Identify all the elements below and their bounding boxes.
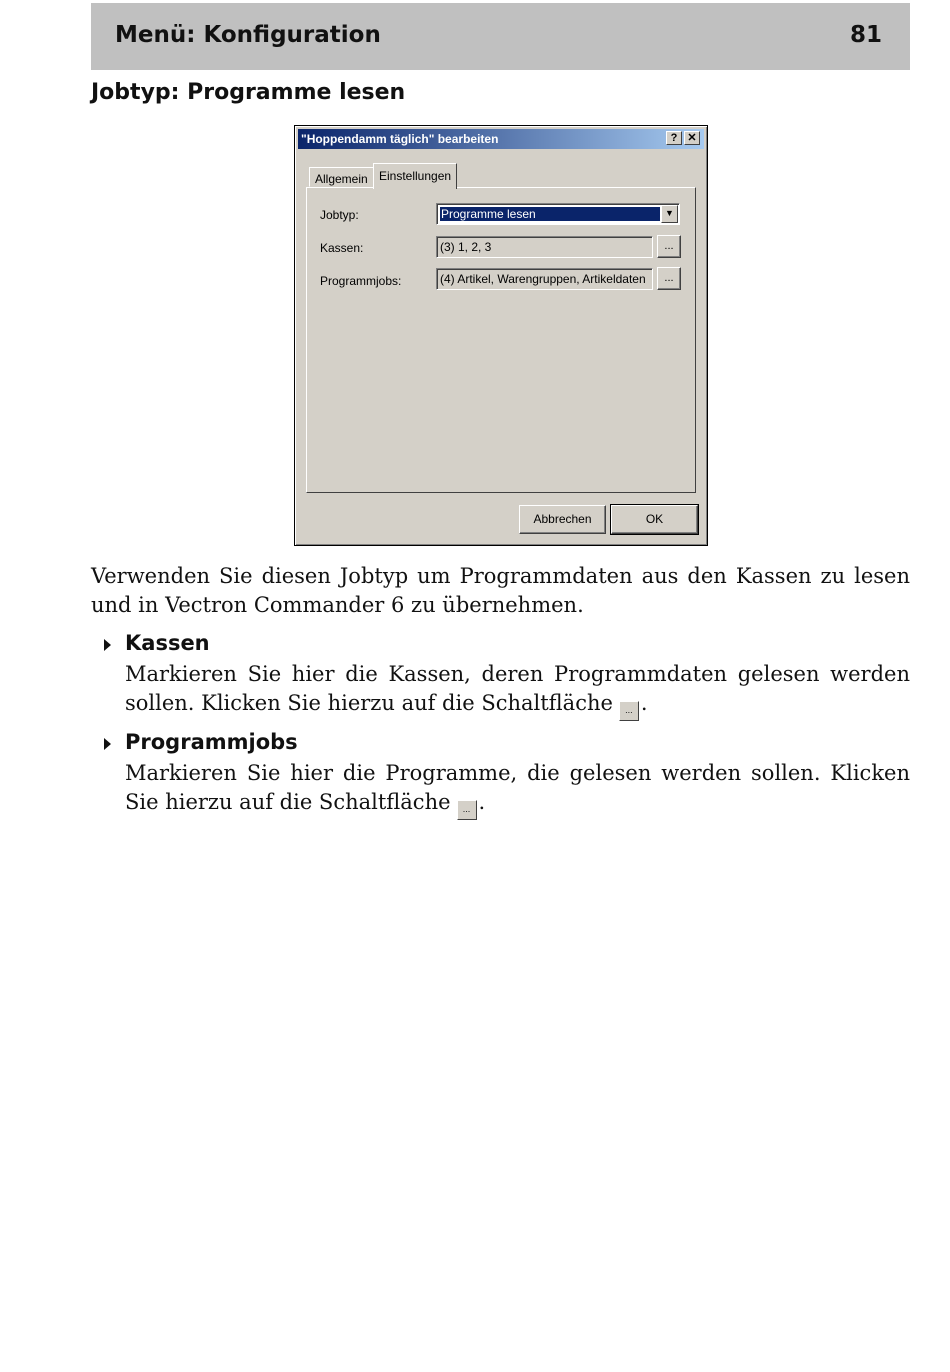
programmjobs-field[interactable]: (4) Artikel, Warengruppen, Artikeldaten <box>436 268 653 290</box>
inline-browse-button: ... <box>457 800 477 820</box>
bullet-text-programmjobs <box>125 759 910 820</box>
help-button[interactable]: ? <box>666 131 682 145</box>
dropdown-arrow-icon[interactable]: ▼ <box>661 205 678 223</box>
jobtyp-label: Jobtyp: <box>320 208 359 222</box>
bullet-text-programmjobs-body: Markieren Sie hier die Programme, die gelesen werden sollen. Klicken Sie hierzu auf die Schaltfläche <box>125 761 910 814</box>
kassen-browse-button[interactable]: ... <box>657 235 681 258</box>
dialog-titlebar[interactable] <box>298 129 704 149</box>
kassen-label: Kassen: <box>320 241 364 255</box>
header-title: Menü: Konfiguration <box>115 22 381 48</box>
bullet-text-kassen-end: . <box>640 691 648 715</box>
programmjobs-browse-button[interactable]: ... <box>657 267 681 290</box>
section-heading: Jobtyp: Programme lesen <box>91 80 406 105</box>
bullet-arrow-icon <box>104 738 111 750</box>
bullet-text-programmjobs-end: . <box>478 790 486 814</box>
intro-paragraph: Verwenden Sie diesen Jobtyp um Programmdaten aus den Kassen zu lesen und in Vectron Commander 6 zu übernehmen. <box>91 564 910 617</box>
page-header <box>91 3 910 70</box>
jobtyp-selected-value: Programme lesen <box>440 207 660 221</box>
inline-browse-button: ... <box>619 701 639 721</box>
edit-job-dialog <box>294 125 708 546</box>
bullet-text-kassen-body: Markieren Sie hier die Kassen, deren Programmdaten gelesen werden sollen. Klicken Sie hierzu auf die Schaltfläche <box>125 662 910 715</box>
tab-einstellungen[interactable]: Einstellungen <box>373 163 457 189</box>
bullet-arrow-icon <box>104 639 111 651</box>
bullet-text-kassen <box>125 660 910 721</box>
programmjobs-label: Programmjobs: <box>320 274 402 288</box>
ok-button[interactable]: OK <box>611 505 698 534</box>
settings-panel <box>306 187 696 493</box>
kassen-field[interactable]: (3) 1, 2, 3 <box>436 236 653 258</box>
cancel-button[interactable]: Abbrechen <box>519 505 606 534</box>
bullet-title-programmjobs: Programmjobs <box>125 730 298 754</box>
bullet-title-kassen: Kassen <box>125 631 210 655</box>
jobtyp-select[interactable] <box>436 203 680 225</box>
dialog-title: "Hoppendamm täglich" bearbeiten <box>301 132 499 146</box>
tab-allgemein[interactable]: Allgemein <box>309 167 374 187</box>
page-number: 81 <box>849 22 882 48</box>
close-button[interactable]: ✕ <box>684 131 700 145</box>
